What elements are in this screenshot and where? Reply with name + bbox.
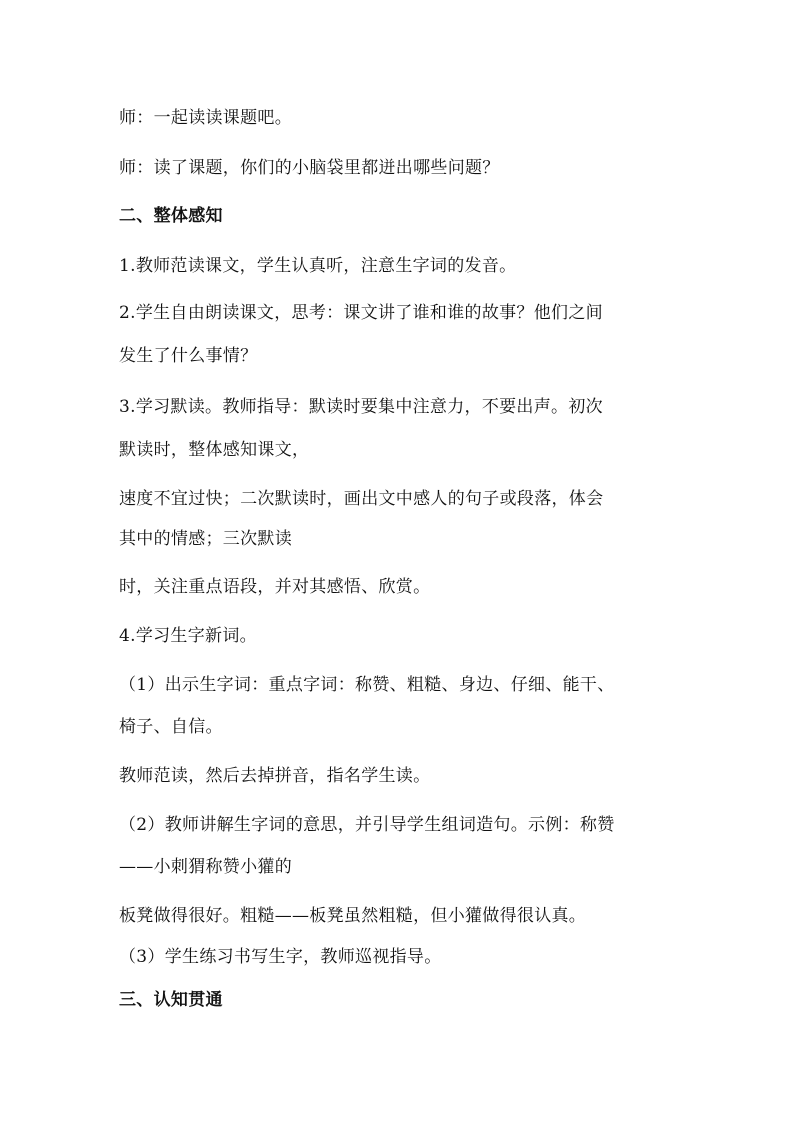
text-line: 其中的情感；三次默读	[119, 529, 292, 549]
text-line: 4.学习生字新词。	[119, 626, 257, 646]
text-line: 椅子、自信。	[119, 717, 223, 737]
section-heading: 二、整体感知	[119, 206, 223, 226]
text-line: ——小刺猬称赞小獾的	[119, 857, 292, 877]
text-line: 教师范读，然后去掉拼音，指名学生读。	[119, 766, 431, 786]
text-line: 默读时，整体感知课文，	[119, 440, 310, 460]
text-line: （1）出示生字词：重点字词：称赞、粗糙、身边、仔细、能干、	[119, 675, 615, 695]
text-line: 1.教师范读课文，学生认真听，注意生字词的发音。	[119, 256, 517, 276]
text-line: 3.学习默读。教师指导：默读时要集中注意力，不要出声。初次	[119, 397, 603, 417]
text-line: （3）学生练习书写生字，教师巡视指导。	[119, 947, 442, 967]
text-line: 速度不宜过快；二次默读时，画出文中感人的句子或段落，体会	[119, 489, 604, 509]
text-line: 板凳做得很好。粗糙——板凳虽然粗糙，但小獾做得很认真。	[119, 906, 587, 926]
text-line: 2.学生自由朗读课文，思考：课文讲了谁和谁的故事？他们之间	[119, 303, 603, 323]
text-line: 师：一起读读课题吧。	[119, 108, 292, 128]
text-line: 时，关注重点语段，并对其感悟、欣赏。	[119, 577, 431, 597]
text-line: 发生了什么事情？	[119, 346, 258, 366]
section-heading: 三、认知贯通	[119, 990, 223, 1010]
text-line: 师：读了课题，你们的小脑袋里都迸出哪些问题？	[119, 158, 500, 178]
text-line: （2）教师讲解生字词的意思，并引导学生组词造句。示例：称赞	[119, 815, 615, 835]
